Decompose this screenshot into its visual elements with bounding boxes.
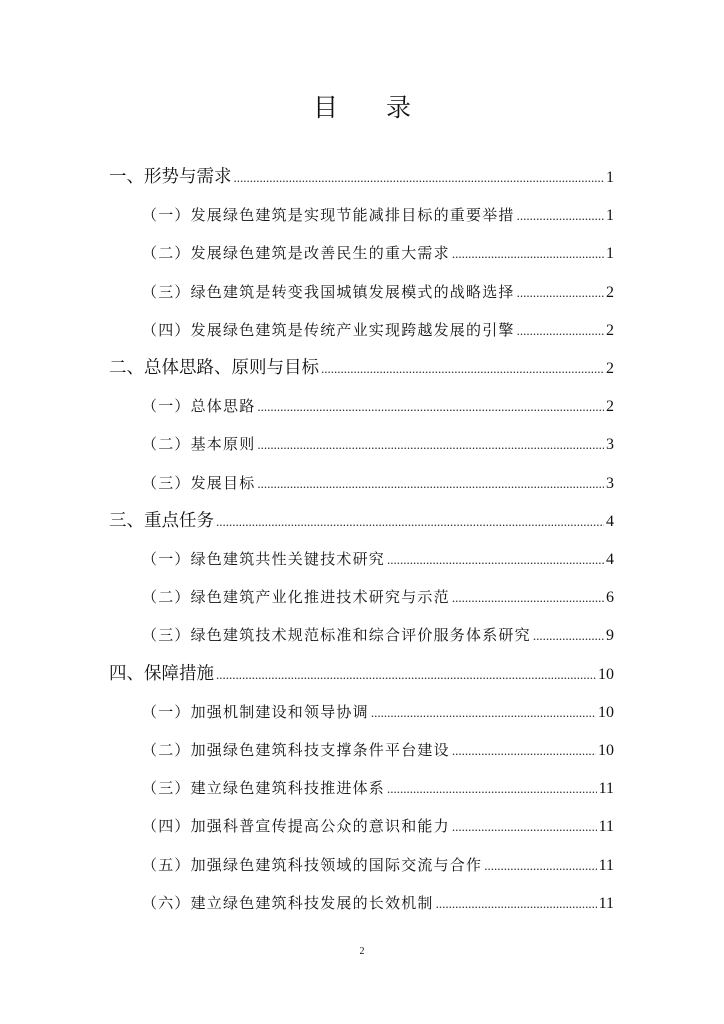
toc-dot-leader (371, 698, 596, 728)
toc-entry-page-number: 2 (606, 398, 614, 415)
toc-entry-page-number: 10 (598, 742, 614, 759)
toc-entry-label: （三）绿色建筑是转变我国城镇发展模式的战略选择 (142, 283, 515, 301)
toc-entry-label: （二）发展绿色建筑是改善民生的重大需求 (142, 244, 450, 262)
toc-entry-page-number: 6 (606, 589, 614, 606)
toc-entry-label: （一）总体思路 (142, 397, 256, 415)
toc-entry-page-number: 3 (606, 436, 614, 453)
toc-entry-label: （三）建立绿色建筑科技推进体系 (142, 779, 386, 797)
toc-entry-page-number: 10 (598, 666, 614, 683)
toc-entry-page-number: 4 (606, 513, 614, 530)
toc-section-entry (142, 735, 614, 765)
toc-chapter-entry (109, 162, 614, 192)
toc-dot-leader (484, 851, 596, 881)
toc-entry-label: （四）发展绿色建筑是传统产业实现跨越发展的引擎 (142, 321, 515, 339)
toc-entry-label: （五）加强绿色建筑科技领域的国际交流与合作 (142, 856, 483, 874)
toc-section-entry (142, 468, 614, 498)
toc-entry-label: 三、重点任务 (109, 511, 214, 531)
toc-entry-page-number: 11 (598, 857, 614, 874)
toc-entry-page-number: 1 (606, 207, 614, 224)
toc-entry-page-number: 11 (598, 895, 614, 912)
toc-section-entry (142, 277, 614, 307)
toc-section-entry (142, 200, 614, 230)
toc-dot-leader (452, 812, 597, 842)
toc-section-entry (142, 238, 614, 268)
toc-section-entry (142, 773, 614, 803)
toc-entry-label: （四）加强科普宣传提高公众的意识和能力 (142, 817, 450, 835)
toc-section-entry (142, 811, 614, 841)
toc-section-entry (142, 315, 614, 345)
toc-entry-page-number: 2 (606, 322, 614, 339)
toc-entry-label: （一）加强机制建设和领导协调 (142, 703, 369, 721)
toc-chapter-entry (109, 353, 614, 383)
toc-section-entry (142, 429, 614, 459)
toc-dot-leader (533, 621, 604, 651)
toc-entry-page-number: 3 (606, 475, 614, 492)
toc-section-entry (142, 850, 614, 880)
toc-dot-leader (321, 354, 604, 384)
toc-dot-leader (387, 774, 597, 804)
toc-dot-leader (257, 392, 604, 422)
toc-dot-leader (216, 660, 596, 690)
toc-dot-leader (452, 736, 596, 766)
toc-section-entry (142, 888, 614, 918)
toc-dot-leader (452, 239, 604, 269)
toc-entry-label: （二）基本原则 (142, 435, 256, 453)
page-number: 2 (359, 946, 365, 957)
toc-entry-label: （六）建立绿色建筑科技发展的长效机制 (142, 894, 434, 912)
toc-entry-label: 二、总体思路、原则与目标 (109, 358, 319, 378)
toc-dot-leader (517, 278, 604, 308)
toc-entry-label: （三）发展目标 (142, 474, 256, 492)
toc-chapter-entry (109, 659, 614, 689)
toc-entry-page-number: 11 (598, 780, 614, 797)
toc-entry-label: （二）绿色建筑产业化推进技术研究与示范 (142, 588, 450, 606)
toc-entry-page-number: 2 (606, 284, 614, 301)
toc-entry-page-number: 2 (606, 360, 614, 377)
toc-section-entry (142, 391, 614, 421)
toc-section-entry (142, 582, 614, 612)
toc-dot-leader (257, 430, 604, 460)
toc-dot-leader (452, 583, 604, 613)
toc-dot-leader (517, 201, 604, 231)
toc-entry-page-number: 1 (606, 245, 614, 262)
toc-section-entry (142, 620, 614, 650)
page-title: 目 录 (313, 93, 431, 122)
toc-chapter-entry (109, 506, 614, 536)
toc-dot-leader (436, 889, 597, 919)
toc-entry-page-number: 11 (598, 818, 614, 835)
toc-dot-leader (216, 507, 604, 537)
toc-dot-leader (517, 316, 604, 346)
toc-entry-page-number: 4 (606, 551, 614, 568)
toc-entry-label: 一、形势与需求 (109, 167, 232, 187)
toc-dot-leader (234, 163, 605, 193)
toc-section-entry (142, 697, 614, 727)
toc-section-entry (142, 544, 614, 574)
toc-entry-label: （三）绿色建筑技术规范标准和综合评价服务体系研究 (142, 626, 531, 644)
toc-dot-leader (387, 545, 604, 575)
toc-entry-label: （二）加强绿色建筑科技支撑条件平台建设 (142, 741, 450, 759)
toc-dot-leader (257, 469, 604, 499)
toc-entry-page-number: 9 (606, 627, 614, 644)
toc-entry-label: （一）发展绿色建筑是实现节能减排目标的重要举措 (142, 206, 515, 224)
toc-entry-page-number: 1 (606, 169, 614, 186)
toc-entry-label: （一）绿色建筑共性关键技术研究 (142, 550, 386, 568)
toc-entry-page-number: 10 (598, 704, 614, 721)
toc-entry-label: 四、保障措施 (109, 664, 214, 684)
